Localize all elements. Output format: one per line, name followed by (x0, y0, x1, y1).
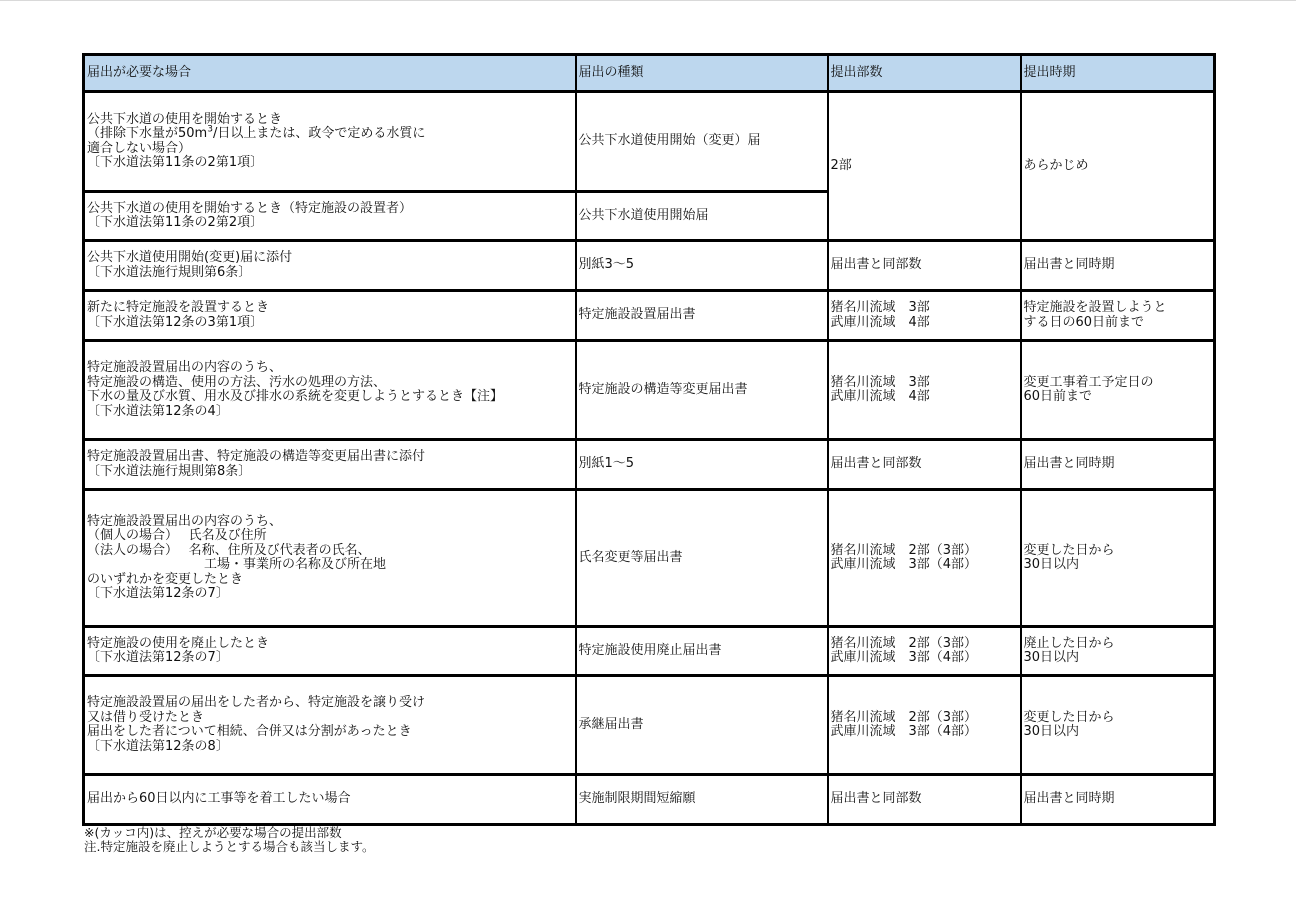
row-group (84, 676, 1215, 775)
case-cell: 新たに特定施設を設置するとき 〔下水道法第12条の3第1項〕 (84, 291, 576, 341)
type-cell: 特定施設使用廃止届出書 (576, 627, 828, 676)
timing-cell: あらかじめ (1021, 92, 1215, 241)
row-group (84, 440, 1215, 490)
row-group (84, 775, 1215, 825)
type-cell: 承継届出書 (576, 676, 828, 775)
timing-cell: 変更した日から 30日以内 (1021, 676, 1215, 775)
table-row (84, 341, 1215, 440)
timing-cell: 廃止した日から 30日以内 (1021, 627, 1215, 676)
copies-cell: 猪名川流域 2部（3部） 武庫川流域 3部（4部） (828, 490, 1021, 627)
table-row (84, 627, 1215, 676)
copies-cell: 猪名川流域 3部 武庫川流域 4部 (828, 341, 1021, 440)
timing-cell: 届出書と同時期 (1021, 440, 1215, 490)
case-cell: 特定施設設置届の届出をした者から、特定施設を譲り受け 又は借り受けたとき 届出をした者について相続、合併又は分割があったとき 〔下水道法第12条の8〕 (84, 676, 576, 775)
row-group (84, 627, 1215, 676)
copies-cell: 2部 (828, 92, 1021, 241)
superscript-3: 3 (207, 124, 213, 135)
copies-cell: 猪名川流域 2部（3部） 武庫川流域 3部（4部） (828, 676, 1021, 775)
timing-cell: 変更した日から 30日以内 (1021, 490, 1215, 627)
footnote-copies: ※(カッコ内)は、控えが必要な場合の提出部数 (84, 825, 342, 840)
type-cell: 特定施設の構造等変更届出書 (576, 341, 828, 440)
timing-cell: 特定施設を設置しようと する日の60日前まで (1021, 291, 1215, 341)
header-case: 届出が必要な場合 (84, 55, 576, 92)
type-cell: 別紙3～5 (576, 241, 828, 291)
footnotes (84, 826, 374, 854)
table-row (84, 440, 1215, 490)
timing-cell: 届出書と同時期 (1021, 241, 1215, 291)
table-row (84, 291, 1215, 341)
table-row (84, 92, 1215, 192)
type-cell: 氏名変更等届出書 (576, 490, 828, 627)
type-cell: 別紙1～5 (576, 440, 828, 490)
type-cell: 公共下水道使用開始（変更）届 (576, 92, 828, 192)
case-cell: 届出から60日以内に工事等を着工したい場合 (84, 775, 576, 825)
row-group (84, 341, 1215, 440)
table-row (84, 241, 1215, 291)
copies-cell: 届出書と同部数 (828, 440, 1021, 490)
table-row (84, 676, 1215, 775)
row-group (84, 490, 1215, 627)
timing-cell: 変更工事着工予定日の 60日前まで (1021, 341, 1215, 440)
case-text: 公共下水道の使用を開始するとき （排除下水量が50m (87, 111, 283, 141)
timing-cell: 届出書と同時期 (1021, 775, 1215, 825)
type-cell: 特定施設設置届出書 (576, 291, 828, 341)
header-row (84, 55, 1215, 92)
row-group (84, 241, 1215, 291)
row-group (84, 291, 1215, 341)
case-cell: 公共下水道使用開始(変更)届に添付 〔下水道法施行規則第6条〕 (84, 241, 576, 291)
row-group (84, 92, 1215, 241)
header-timing: 提出時期 (1021, 55, 1215, 92)
header-copies: 提出部数 (828, 55, 1021, 92)
case-cell: 公共下水道の使用を開始するとき（特定施設の設置者） 〔下水道法第11条の2第2項〕 (84, 192, 576, 241)
table-row (84, 490, 1215, 627)
footnote-abolish: 注.特定施設を廃止しようとする場合も該当します。 (84, 839, 375, 854)
header-type: 届出の種類 (576, 55, 828, 92)
top-divider (0, 0, 1296, 1)
case-cell: 特定施設設置届出の内容のうち、 特定施設の構造、使用の方法、汚水の処理の方法、 下水の量及び水質、用水及び排水の系統を変更しようとするとき【注】 〔下水道法第12条の4〕 (84, 341, 576, 440)
notification-table (82, 53, 1216, 826)
copies-cell: 届出書と同部数 (828, 241, 1021, 291)
type-cell: 公共下水道使用開始届 (576, 192, 828, 241)
copies-cell: 猪名川流域 2部（3部） 武庫川流域 3部（4部） (828, 627, 1021, 676)
case-cell: 特定施設設置届出の内容のうち、 （個人の場合） 氏名及び住所 （法人の場合） 名称、住所及び代表者の氏名、 工場・事業所の名称及び所在地 のいずれかを変更したとき 〔下水道法第12条の7〕 (84, 490, 576, 627)
case-cell: 特定施設設置届出書、特定施設の構造等変更届出書に添付 〔下水道法施行規則第8条〕 (84, 440, 576, 490)
copies-cell: 猪名川流域 3部 武庫川流域 4部 (828, 291, 1021, 341)
type-cell: 実施制限期間短縮願 (576, 775, 828, 825)
case-cell: 特定施設の使用を廃止したとき 〔下水道法第12条の7〕 (84, 627, 576, 676)
copies-cell: 届出書と同部数 (828, 775, 1021, 825)
table-row (84, 775, 1215, 825)
case-cell (84, 92, 576, 192)
case-text-cont: /日以上または、政令で定める水質に 適合しない場合） 〔下水道法第11条の2第1項〕 (87, 126, 426, 170)
